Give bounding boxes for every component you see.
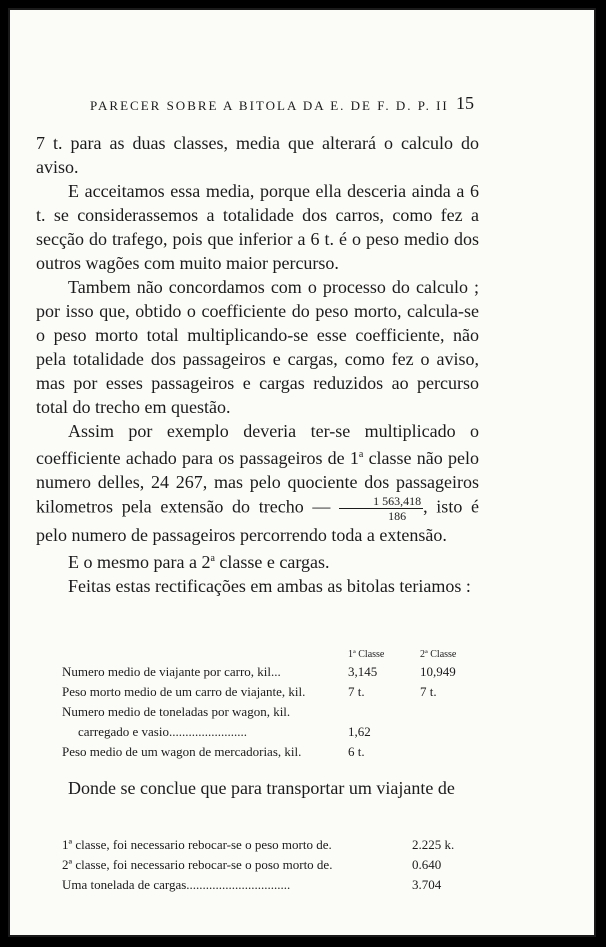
cell: 2.225 k.: [412, 837, 455, 852]
row-label: Uma tonelada de cargas................................: [62, 877, 291, 892]
row-label: 1ª classe, foi necessario rebocar-se o peso morto de.: [62, 837, 332, 852]
cell: 7 t.: [348, 684, 365, 699]
paragraph: [36, 419, 479, 547]
cell: 3.704: [412, 877, 442, 892]
column-header: 2ª Classe: [420, 649, 457, 660]
transport-table: [62, 835, 472, 895]
page-number: 15: [456, 93, 474, 113]
table-row: [62, 742, 468, 762]
cell: 1,62: [348, 724, 371, 739]
cell: 10,949: [420, 664, 456, 679]
paragraph: 7 t. para as duas classes, media que alterará o calculo do aviso.: [36, 133, 479, 177]
cell: [400, 702, 468, 722]
cell: 6 t.: [348, 744, 365, 759]
row-label: Numero medio de toneladas por wagon, kil.: [62, 704, 291, 719]
cell: [348, 702, 400, 722]
row-label: Peso medio de um wagon de mercadorias, kil.: [62, 744, 302, 759]
table-row: [62, 662, 468, 682]
superscript: a: [210, 553, 215, 564]
row-label: carregado e vasio........................: [78, 724, 247, 739]
text-run: E o mesmo para a 2: [68, 552, 211, 572]
cell: 7 t.: [420, 684, 437, 699]
comparison-table: [62, 648, 468, 762]
fraction: [339, 494, 423, 523]
paragraph: E acceitamos essa media, porque ella desceria ainda a 6 t. se considerassemos a totalidade dos carros, como fez a secção do trafego, pois que inferior a 6 t. é o peso medio dos outros wagões com muito maior percurso.: [36, 181, 479, 273]
cell: 0.640: [412, 857, 442, 872]
column-header: 1ª Classe: [348, 649, 385, 660]
fraction-numerator: 1 563,418: [339, 494, 423, 509]
book-page: [8, 8, 596, 937]
cell: [400, 742, 468, 762]
text-run: classe não pelo numero delles, 24 267, mas pelo quociente dos passageiros kilometros pela extensão do trecho —: [36, 448, 479, 517]
table-row: [62, 702, 468, 722]
row-label: Peso morto medio de um carro de viajante, kil.: [62, 684, 306, 699]
table-header-row: [62, 648, 468, 662]
paragraph: [36, 547, 479, 574]
paragraph: Tambem não concordamos com o processo do calculo ; por isso que, obtido o coefficiente do peso morto, calcula-se o peso morto total multiplicando-se esse coefficiente, não pela totalidade dos passageiros e cargas, como fez o aviso, mas por esses passageiros e cargas reduzidos ao percurso total do trecho em questão.: [36, 277, 479, 417]
running-header: PARECER SOBRE A BITOLA DA E. DE F. D. P. II: [90, 98, 449, 113]
table-row: [62, 682, 468, 702]
cell: [400, 722, 468, 742]
text-run: , isto é pelo numero de passageiros percorrendo toda a extensão.: [36, 496, 479, 545]
table-row: [62, 835, 472, 855]
row-label: Numero medio de viajante por carro, kil...: [62, 664, 281, 679]
text-run: Assim por exemplo deveria ter-se multiplicado o coefficiente achado para os passageiros de 1: [36, 421, 479, 468]
superscript: a: [358, 449, 364, 460]
paragraph: Feitas estas rectificações em ambas as bitolas teriamos :: [68, 576, 471, 596]
table-row: [62, 875, 472, 895]
row-label: 2ª classe, foi necessario rebocar-se o poso morto de.: [62, 857, 333, 872]
paragraph: Donde se conclue que para transportar um viajante de: [68, 778, 455, 798]
table-row: [62, 855, 472, 875]
cell: 3,145: [348, 664, 378, 679]
text-run: classe e cargas.: [214, 552, 330, 572]
table-row: [62, 722, 468, 742]
fraction-denominator: 186: [388, 509, 407, 523]
main-text: [36, 131, 479, 598]
